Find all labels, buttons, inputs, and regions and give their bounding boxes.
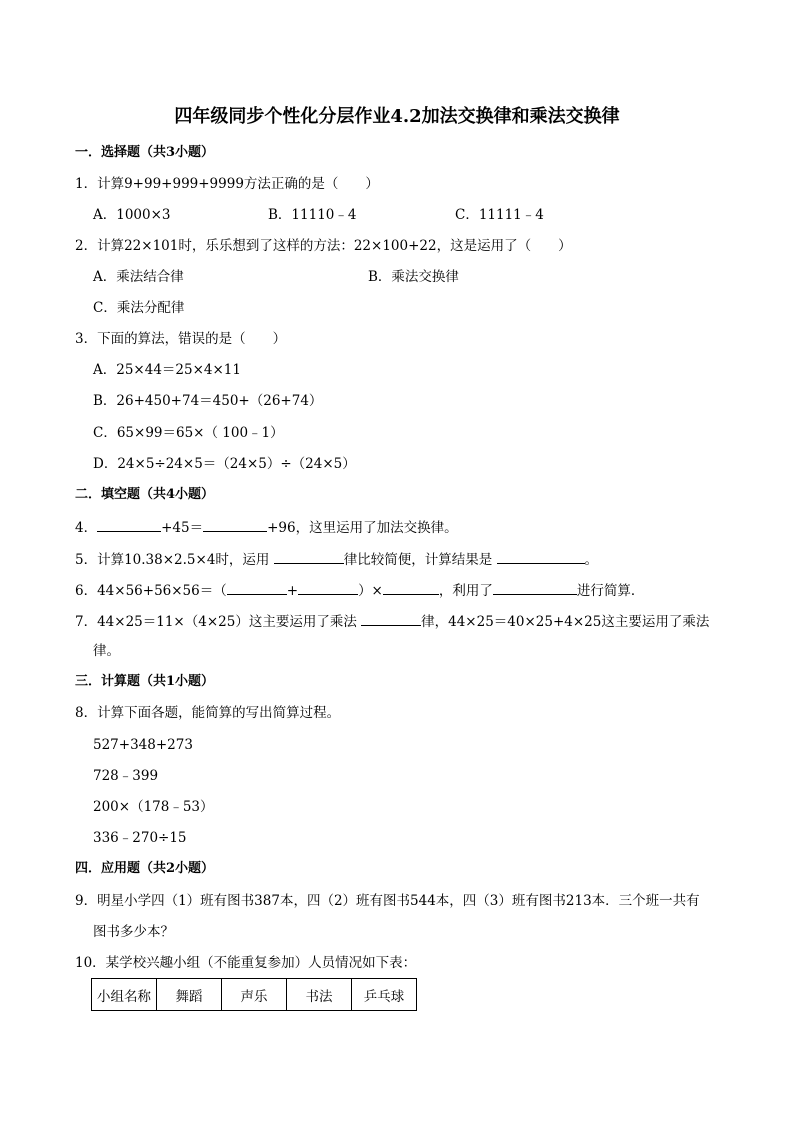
question-3-option-c: C．65×99＝65×（ 100﹣1） [93,425,284,441]
question-2-option-a: A．乘法结合律 [93,269,184,285]
question-4-tail: +96，这里运用了加法交换律。 [267,520,458,536]
table-header-cell: 声乐 [222,979,287,1011]
document-title: 四年级同步个性化分层作业4.2加法交换律和乘法交换律 [174,106,620,127]
question-7-head: 7．44×25＝11×（4×25）这主要运用了乘法 [75,614,362,630]
question-3-option-d: D．24×5÷24×5＝（24×5）÷（24×5） [93,456,356,472]
question-8-item: 200×（178﹣53） [93,799,214,815]
answer-blank[interactable] [298,580,358,595]
question-6 [75,580,644,600]
question-6-head: 6．44×56+56×56＝（ [75,583,227,599]
table-row [92,979,417,1011]
question-8-item: 336﹣270÷15 [93,830,187,846]
question-4 [75,517,458,537]
question-7 [75,611,709,631]
question-9-line-1: 9．明星小学四（1）班有图书387本，四（2）班有图书544本，四（3）班有图书213本．三个班一共有 [75,893,700,909]
question-1-stem: 1．计算9+99+999+9999方法正确的是（ ） [75,176,379,192]
section-heading-application: 四．应用题（共2小题） [75,861,215,876]
question-2-option-c: C．乘法分配律 [93,300,185,316]
question-4-number: 4． [75,520,98,536]
question-2-stem: 2．计算22×101时，乐乐想到了这样的方法：22×100+22，这是运用了（ ） [75,238,572,254]
question-7-continuation: 律。 [93,643,120,659]
interest-group-table [91,978,417,1011]
question-8-item: 728﹣399 [93,768,159,784]
table-header-cell: 小组名称 [92,979,157,1011]
answer-blank[interactable] [274,549,344,564]
question-5 [75,549,598,569]
answer-blank[interactable] [203,517,267,532]
answer-blank[interactable] [227,580,287,595]
question-2-option-b: B．乘法交换律 [368,269,459,285]
answer-blank[interactable] [97,517,161,532]
question-1-option-c: C．11111﹣4 [455,207,544,223]
question-1-option-a: A．1000×3 [93,207,171,223]
question-8-item: 527+348+273 [93,737,193,753]
question-6-tail: 进行简算． [576,583,645,599]
question-3-stem: 3．下面的算法，错误的是（ ） [75,331,287,347]
question-9-line-2: 图书多少本？ [93,924,174,940]
section-heading-choice: 一．选择题（共3小题） [75,145,215,160]
table-header-cell: 乒乓球 [352,979,417,1011]
question-7-tail: 律，44×25＝40×25+4×25这主要运用了乘法 [421,614,710,630]
table-header-cell: 书法 [287,979,352,1011]
answer-blank[interactable] [383,580,439,595]
section-heading-calc: 三．计算题（共1小题） [75,674,215,689]
question-5-mid: 律比较简便，计算结果是 [343,552,497,568]
section-heading-fill: 二．填空题（共4小题） [75,487,215,502]
question-8-stem: 8．计算下面各题，能简算的写出简算过程。 [75,705,341,721]
answer-blank[interactable] [493,580,577,595]
question-3-option-b: B．26+450+74＝450+（26+74） [93,393,323,409]
question-5-tail: 。 [584,552,599,568]
question-5-head: 5．计算10.38×2.5×4时，运用 [75,552,274,568]
question-6-plus: + [286,583,299,599]
question-10-stem: 10．某学校兴趣小组（不能重复参加）人员情况如下表： [75,955,417,971]
question-1-option-b: B．11110﹣4 [268,207,357,223]
answer-blank[interactable] [497,549,585,564]
question-3-option-a: A．25×44＝25×4×11 [93,362,241,378]
answer-blank[interactable] [361,611,421,626]
question-6-mid2: ，利用了 [438,583,493,599]
question-6-mid: ）× [358,583,383,599]
question-4-mid: +45＝ [161,520,204,536]
table-header-cell: 舞蹈 [157,979,222,1011]
